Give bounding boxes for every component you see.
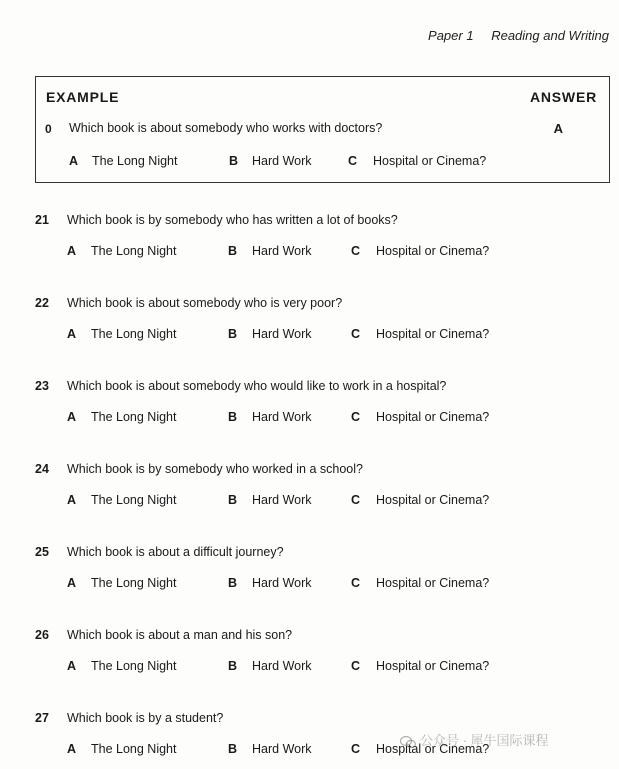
question-text: Which book is by a student? bbox=[67, 711, 224, 725]
question-number: 24 bbox=[35, 462, 49, 476]
section-label: Reading and Writing bbox=[491, 28, 609, 43]
example-option-letter-a: A bbox=[69, 154, 79, 168]
question-options bbox=[0, 493, 619, 511]
question-options bbox=[0, 410, 619, 428]
option-letter-c[interactable]: C bbox=[351, 410, 361, 424]
option-letter-a[interactable]: A bbox=[67, 410, 77, 424]
question-number: 25 bbox=[35, 545, 49, 559]
option-text-a: The Long Night bbox=[91, 327, 177, 341]
option-text-c: Hospital or Cinema? bbox=[376, 742, 490, 756]
example-option-text-c: Hospital or Cinema? bbox=[373, 154, 487, 168]
option-letter-b[interactable]: B bbox=[228, 410, 238, 424]
question-text: Which book is about a difficult journey? bbox=[67, 545, 284, 559]
question-options bbox=[0, 327, 619, 345]
question-number: 21 bbox=[35, 213, 49, 227]
example-box bbox=[35, 76, 610, 183]
option-text-c: Hospital or Cinema? bbox=[376, 244, 490, 258]
option-letter-c[interactable]: C bbox=[351, 659, 361, 673]
option-text-a: The Long Night bbox=[91, 493, 177, 507]
question-26 bbox=[0, 628, 619, 678]
question-options bbox=[0, 659, 619, 677]
example-options bbox=[36, 154, 609, 172]
question-text: Which book is about somebody who is very poor? bbox=[67, 296, 343, 310]
question-number: 23 bbox=[35, 379, 49, 393]
option-letter-c[interactable]: C bbox=[351, 576, 361, 590]
option-text-b: Hard Work bbox=[252, 244, 312, 258]
option-text-a: The Long Night bbox=[91, 742, 177, 756]
question-text: Which book is by somebody who worked in a school? bbox=[67, 462, 363, 476]
question-number: 22 bbox=[35, 296, 49, 310]
option-letter-c[interactable]: C bbox=[351, 327, 361, 341]
option-text-a: The Long Night bbox=[91, 410, 177, 424]
question-number: 26 bbox=[35, 628, 49, 642]
option-text-b: Hard Work bbox=[252, 493, 312, 507]
option-letter-a[interactable]: A bbox=[67, 244, 77, 258]
question-24 bbox=[0, 462, 619, 512]
watermark bbox=[400, 730, 549, 749]
question-text: Which book is by somebody who has written a lot of books? bbox=[67, 213, 398, 227]
option-text-a: The Long Night bbox=[91, 244, 177, 258]
option-letter-a[interactable]: A bbox=[67, 659, 77, 673]
option-text-c: Hospital or Cinema? bbox=[376, 659, 490, 673]
option-text-c: Hospital or Cinema? bbox=[376, 576, 490, 590]
option-letter-b[interactable]: B bbox=[228, 327, 238, 341]
option-text-b: Hard Work bbox=[252, 659, 312, 673]
question-21 bbox=[0, 213, 619, 263]
paper-label: Paper 1 bbox=[428, 28, 474, 43]
option-text-c: Hospital or Cinema? bbox=[376, 493, 490, 507]
question-options bbox=[0, 244, 619, 262]
option-text-b: Hard Work bbox=[252, 742, 312, 756]
option-letter-c[interactable]: C bbox=[351, 742, 361, 756]
option-letter-b[interactable]: B bbox=[228, 244, 238, 258]
example-heading: EXAMPLE bbox=[46, 89, 120, 105]
question-number: 27 bbox=[35, 711, 49, 725]
example-option-letter-c: C bbox=[348, 154, 358, 168]
option-letter-b[interactable]: B bbox=[228, 742, 238, 756]
question-text: Which book is about somebody who would like to work in a hospital? bbox=[67, 379, 447, 393]
option-text-a: The Long Night bbox=[91, 576, 177, 590]
option-text-c: Hospital or Cinema? bbox=[376, 327, 490, 341]
example-option-text-a: The Long Night bbox=[92, 154, 178, 168]
example-answer: A bbox=[553, 121, 563, 136]
question-text: Which book is about a man and his son? bbox=[67, 628, 293, 642]
watermark-text: 公众号 · 犀牛国际课程 bbox=[420, 733, 549, 748]
option-letter-b[interactable]: B bbox=[228, 659, 238, 673]
question-22 bbox=[0, 296, 619, 346]
option-letter-a[interactable]: A bbox=[67, 327, 77, 341]
example-question: Which book is about somebody who works with doctors? bbox=[69, 121, 383, 135]
example-number: 0 bbox=[45, 122, 52, 136]
option-letter-c[interactable]: C bbox=[351, 493, 361, 507]
option-letter-a[interactable]: A bbox=[67, 493, 77, 507]
option-letter-c[interactable]: C bbox=[351, 244, 361, 258]
option-letter-a[interactable]: A bbox=[67, 742, 77, 756]
option-letter-b[interactable]: B bbox=[228, 576, 238, 590]
option-text-b: Hard Work bbox=[252, 576, 312, 590]
answer-heading: ANSWER bbox=[529, 89, 597, 105]
question-options bbox=[0, 576, 619, 594]
option-letter-a[interactable]: A bbox=[67, 576, 77, 590]
option-text-c: Hospital or Cinema? bbox=[376, 410, 490, 424]
option-text-a: The Long Night bbox=[91, 659, 177, 673]
question-25 bbox=[0, 545, 619, 595]
option-text-b: Hard Work bbox=[252, 327, 312, 341]
page-header bbox=[428, 28, 609, 43]
option-text-b: Hard Work bbox=[252, 410, 312, 424]
example-option-letter-b: B bbox=[229, 154, 239, 168]
question-23 bbox=[0, 379, 619, 429]
option-letter-b[interactable]: B bbox=[228, 493, 238, 507]
example-option-text-b: Hard Work bbox=[252, 154, 312, 168]
wechat-icon bbox=[400, 735, 416, 749]
